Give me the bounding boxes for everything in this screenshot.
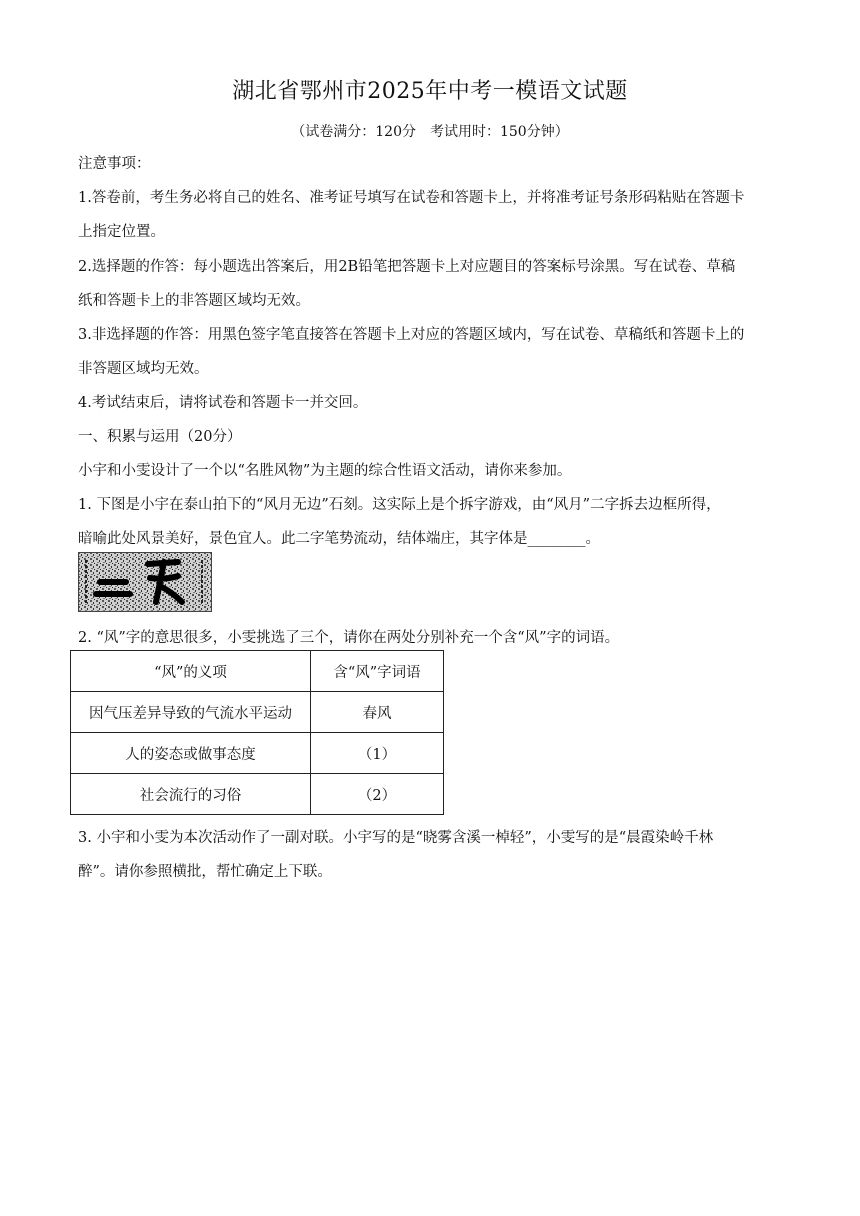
question-1-text: 暗喻此处风景美好，景色宜人。此二字笔势流动，结体端庄，其字体是________。 — [78, 531, 600, 547]
section-heading: 一、积累与运用（20分） — [78, 429, 242, 445]
notice-heading: 注意事项： — [78, 156, 151, 172]
meaning-table — [70, 650, 444, 815]
table-cell: 因气压差异导致的气流水平运动 — [71, 692, 311, 733]
table-cell: 社会流行的习俗 — [71, 774, 311, 815]
stone-carving-image — [78, 552, 212, 612]
notice-line: 2.选择题的作答：每小题选出答案后，用2B铅笔把答题卡上对应题目的答案标号涂黑。写在试卷、草稿 — [78, 259, 736, 275]
notice-line: 纸和答题卡上的非答题区域均无效。 — [78, 293, 310, 309]
question-3-text: 3. 小宇和小雯为本次活动作了一副对联。小宇写的是“晓雾含溪一棹轻”，小雯写的是“晨霞染岭千林 — [78, 830, 714, 846]
question-2-text: 2. “风”字的意思很多，小雯挑选了三个，请你在两处分别补充一个含“风”字的词语。 — [78, 630, 620, 646]
table-row — [71, 774, 444, 815]
question-3-text: 醉”。请你参照横批，帮忙确定上下联。 — [78, 864, 332, 880]
table-cell: 春风 — [311, 692, 444, 733]
section-intro: 小宇和小雯设计了一个以“名胜风物”为主题的综合性语文活动，请你来参加。 — [78, 463, 572, 479]
table-header-row — [71, 651, 444, 692]
table-cell: （2） — [311, 774, 444, 815]
question-1-text: 1. 下图是小宇在泰山拍下的“风月无边”石刻。这实际上是个拆字游戏，由“风月”二字拆去边框所得， — [78, 497, 721, 513]
exam-title: 湖北省鄂州市2025年中考一模语文试题 — [232, 79, 628, 104]
table-row — [71, 733, 444, 774]
notice-line: 3.非选择题的作答：用黑色签字笔直接答在答题卡上对应的答题区域内，写在试卷、草稿纸和答题卡上的 — [78, 327, 745, 343]
table-row — [71, 692, 444, 733]
exam-subtitle: （试卷满分：120分 考试用时：150分钟） — [291, 124, 569, 140]
notice-line: 非答题区域均无效。 — [78, 361, 209, 377]
table-cell: 人的姿态或做事态度 — [71, 733, 311, 774]
table-header-cell: 含“风”字词语 — [311, 651, 444, 692]
notice-line: 4.考试结束后，请将试卷和答题卡一并交回。 — [78, 395, 368, 411]
notice-line: 1.答卷前，考生务必将自己的姓名、准考证号填写在试卷和答题卡上，并将准考证号条形码粘贴在答题卡 — [78, 190, 745, 206]
table-header-cell: “风”的义项 — [71, 651, 311, 692]
notice-line: 上指定位置。 — [78, 224, 165, 240]
table-cell: （1） — [311, 733, 444, 774]
